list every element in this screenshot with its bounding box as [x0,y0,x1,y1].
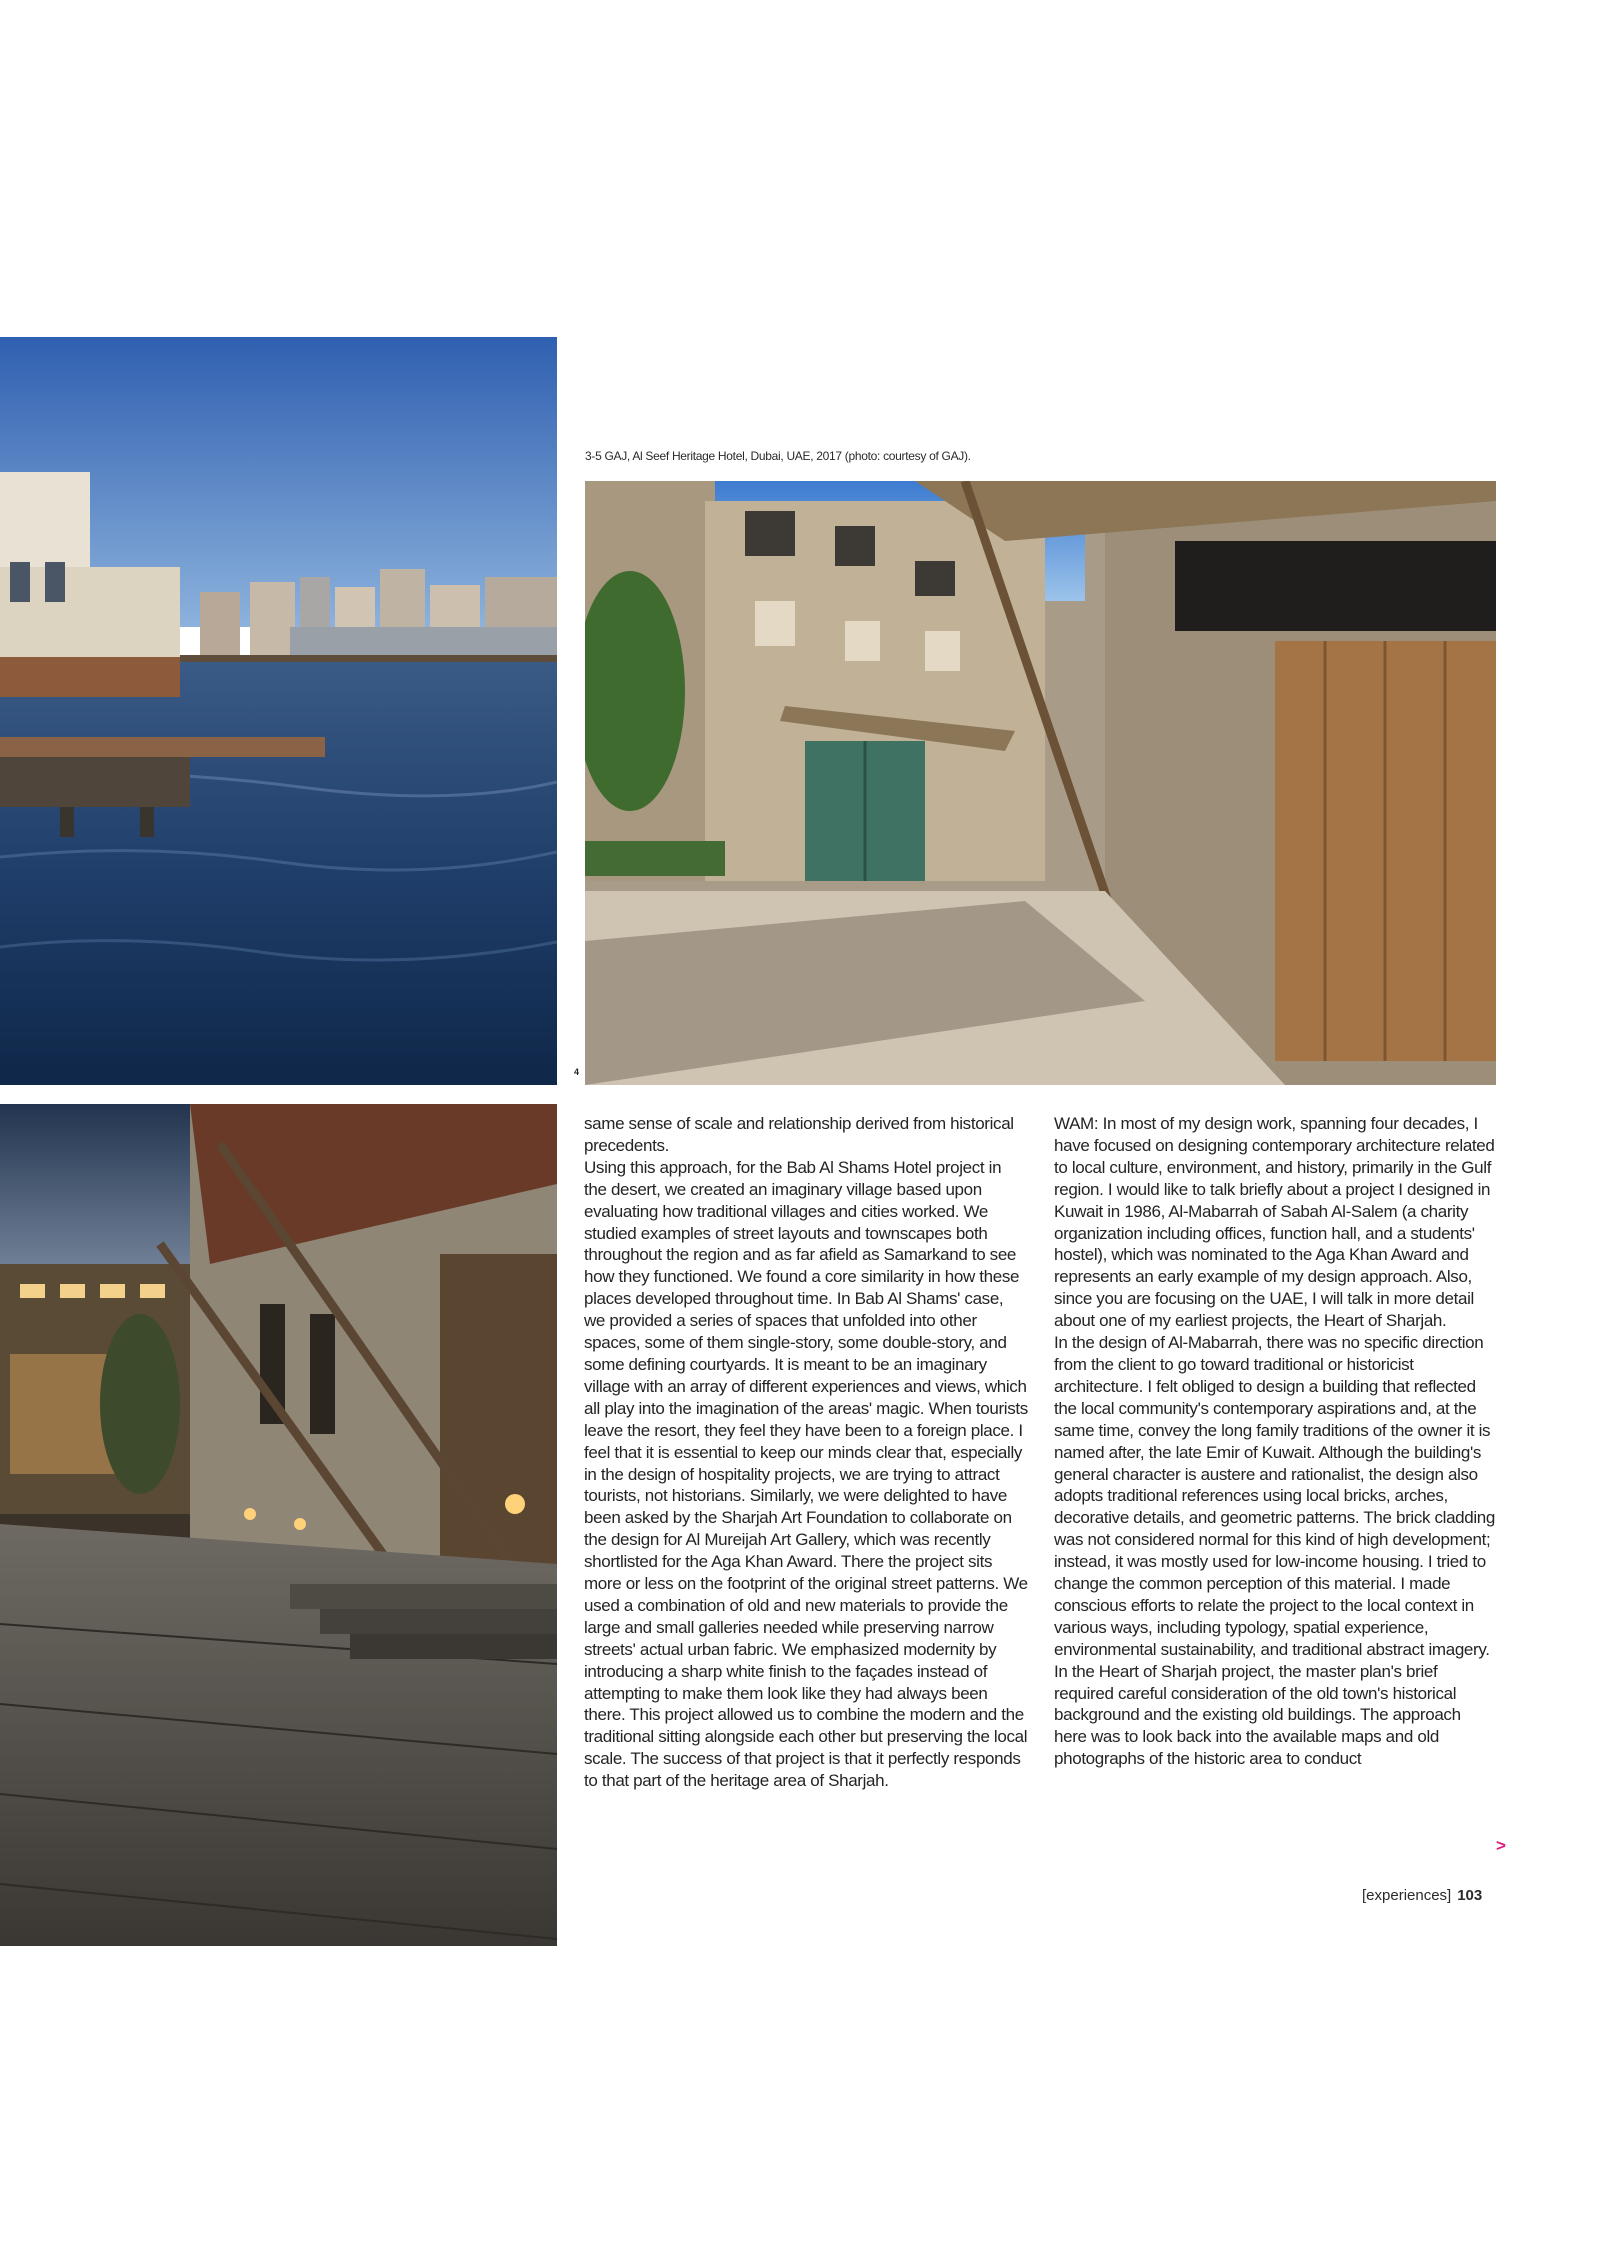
photo-evening-walkway [0,1104,557,1946]
photo-creek-view [0,337,557,1085]
text-column-left [584,1113,1028,1792]
paragraph: WAM: In most of my design work, spanning four decades, I have focused on designing contemporary architecture related to local culture, environment, and history, primarily in the Gulf region. I would like to talk briefly about a project I designed in Kuwait in 1986, Al-Mabarrah of Sabah Al-Salem (a charity organization including offices, function hall, and a students' hostel), which was nominated to the Aga Khan Award and represents an early example of my design approach. Also, since you are focusing on the UAE, I will talk in more detail about one of my earliest projects, the Heart of Sharjah. [1054,1114,1495,1331]
figure-number: 4 [574,1067,580,1077]
photo-heritage-alley [585,481,1496,1085]
page-folio [1362,1887,1482,1904]
paragraph: In the Heart of Sharjah project, the master plan's brief required careful consideration of the old town's historical background and the existing old buildings. The approach here was to look back into the available maps and old photographs of the historic area to conduct [1054,1661,1461,1769]
paragraph: same sense of scale and relationship derived from historical precedents. [584,1114,1014,1155]
paragraph: In the design of Al-Mabarrah, there was no specific direction from the client to go toward traditional or historicist architecture. I felt obliged to design a building that reflected the local community's contemporary aspirations and, at the same time, convey the long family traditions of the owner it is named after, the late Emir of Kuwait. Although the building's general character is austere and rationalist, the design also adopts traditional references using local bricks, arches, decorative details, and geometric patterns. The brick cladding was not considered normal for this kind of high development; instead, it was mostly used for low-income housing. I tried to change the common perception of this material. I made conscious efforts to relate the project to the local context in various ways, including typology, spatial experience, environmental sustainability, and traditional abstract imagery. [1054,1333,1496,1659]
text-column-right [1054,1113,1496,1770]
continue-arrow-icon: > [1496,1836,1506,1855]
page-number: 103 [1457,1887,1483,1904]
paragraph: Using this approach, for the Bab Al Shams Hotel project in the desert, we created an imaginary village based upon evaluating how traditional villages and cities worked. We studied examples of street layouts and townscapes both throughout the region and as far afield as Samarkand to see how they functioned. We found a core similarity in how these places developed throughout time. In Bab Al Shams' case, we provided a series of spaces that unfolded into other spaces, some of them single-story, some double-story, and some defining courtyards. It is meant to be an imaginary village with an array of different experiences and views, which all play into the imagination of the areas' magic. When tourists leave the resort, they feel they have been to a foreign place. I feel that it is essential to keep our minds clear that, especially in the design of hospitality projects, we are trying to attract tourists, not historians. Similarly, we were delighted to have been asked by the Sharjah Art Foundation to collaborate on the design for Al Mureijah Art Gallery, which was recently shortlisted for the Aga Khan Award. There the project sits more or less on the footprint of the original street patterns. We used a combination of old and new materials to provide the large and small galleries needed while preserving narrow streets' actual urban fabric. We emphasized modernity by introducing a sharp white finish to the façades instead of attempting to make them look like they had always been there. This project allowed us to combine the modern and the traditional sitting alongside each other but preserving the local scale. The success of that project is that it perfectly responds to that part of the heritage area of Sharjah. [584,1157,1028,1791]
section-label: [experiences] [1362,1887,1452,1904]
photo-caption: 3-5 GAJ, Al Seef Heritage Hotel, Dubai, UAE, 2017 (photo: courtesy of GAJ). [585,449,971,463]
